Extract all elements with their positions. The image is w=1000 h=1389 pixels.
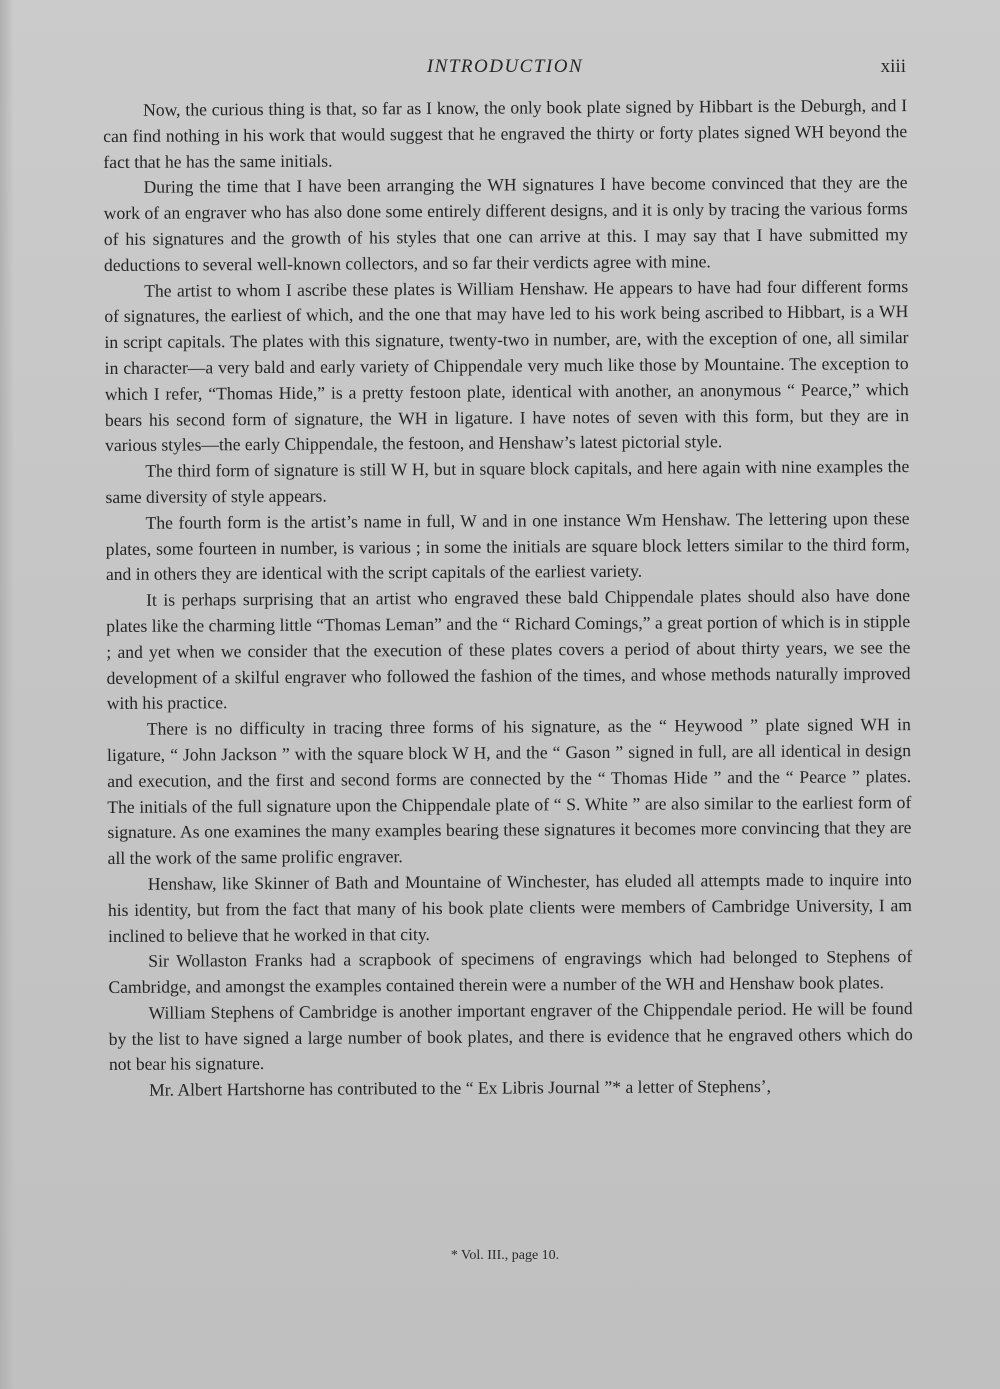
paragraph-4: The third form of signature is still W H, but in square block capitals, and here again with nine examples the same diversity of style appears. <box>105 456 910 507</box>
paragraph-9: Sir Wollaston Franks had a scrapbook of specimens of engravings which had belonged to Stephens of Cambridge, and amongst the examples contained therein were a number of the WH and Henshaw book plates. <box>108 946 913 998</box>
running-title: INTRODUCTION <box>426 56 584 77</box>
paragraph-3: The artist to whom I ascribe these plates is William Henshaw. He appears to have had four different forms of signatures, the earliest of which, and the one that may have led to his work being ascribed to Hibbart, is a WH in script capitals. The plates with this signature, twenty-two in number, are, with the exception of one, all similar in character—a very bald and early variety of Chippendale very much like those by Mountaine. The exception to which I refer, “Thomas Hide,” is a pretty festoon plate, identical with another, an anonymous “ Pearce,” which bears his second form of signature, the WH in ligature. I have notes of seven with this form, but they are in various styles—the early Chippendale, the festoon, and Henshaw’s latest pictorial style. <box>104 275 910 456</box>
paragraph-8: Henshaw, like Skinner of Bath and Mountaine of Winchester, has eluded all attempts made to inquire into his identity, but from the fact that many of his book plate clients were members of Cambridge University, I am inclined to believe that he worked in that city. <box>107 868 913 946</box>
page-number: xiii <box>880 56 906 77</box>
paragraph-5: The fourth form is the artist’s name in full, W and in one instance Wm Henshaw. The lettering upon these plates, some fourteen in number, is various ; in some the initials are square block letters similar to the third form, and in others they are identical with the script capitals of the earliest variety. <box>105 507 910 585</box>
body-text <box>103 93 913 1104</box>
paragraph-2: During the time that I have been arranging the WH signatures I have become convinced that they are the work of an engraver who has also done some entirely different designs, and it is only by tracing the various forms of his signatures and the growth of his styles that one can arrive at this. I may say that I have submitted my deductions to several well-known collectors, and so far their verdicts agree with mine. <box>103 172 908 275</box>
paragraph-1: Now, the curious thing is that, so far as I know, the only book plate signed by Hibbart is the Deburgh, and I can find nothing in his work that would suggest that he engraved the thirty or forty plates signed WH beyond the fact that he has the same initials. <box>103 95 908 172</box>
page-gutter-shadow <box>0 0 14 1389</box>
footnote: * Vol. III., page 10. <box>450 1248 560 1263</box>
paragraph-7: There is no difficulty in tracing three forms of his signature, as the “ Heywood ” plate signed WH in ligature, “ John Jackson ” with the square block W H, and the “ Gason ” signed in full, are all identical in design and execution, and the first and second forms are connected by the “ Thomas Hide ” and the “ Pearce ” plates. The initials of the full signature upon the Chippendale plate of “ S. White ” are also similar to the earliest form of signature. As one examines the many examples bearing these signatures it becomes more convincing that they are all the work of the same prolific engraver. <box>106 714 912 869</box>
paragraph-11: Mr. Albert Hartshorne has contributed to the “ Ex Libris Journal ”* a letter of Stephens’, <box>148 1076 772 1101</box>
page-header <box>100 56 910 86</box>
paragraph-10: William Stephens of Cambridge is another important engraver of the Chippendale period. He will be found by the list to have signed a large number of book plates, and there is evidence that he engraved others which do not bear his signature. <box>108 997 913 1075</box>
paragraph-6: It is perhaps surprising that an artist who engraved these bald Chippendale plates should also have done plates like the charming little “Thomas Leman” and the “ Richard Comings,” a great portion of which is in stipple ; and yet when we consider that the execution of these plates covers a period of about thirty years, we see the development of a skilful engraver who followed the fashion of the times, and whose methods naturally improved with his practice. <box>106 585 911 714</box>
